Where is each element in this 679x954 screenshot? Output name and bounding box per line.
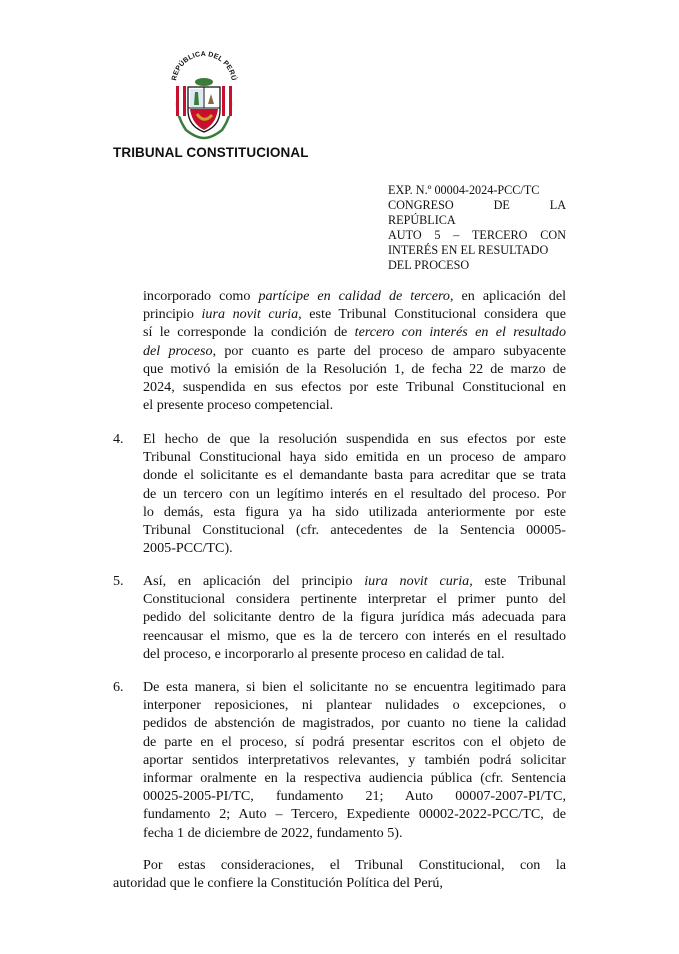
paragraph-5: Así, en aplicación del principio iura novit curia, este Tribunal Constitucional considera pertinente interpretar el primer punto del pedido del solicitante dentro de la figura jurídica más adecuada para reencausar el mismo, que es la de tercero con interés en el resultado del proceso, e incorporarlo al presente proceso en calidad de tal. [143,573,566,662]
case-party-line: CONGRESO DE LA [388,198,566,212]
coat-of-arms-icon [166,50,242,142]
institution-name: TRIBUNAL CONSTITUCIONAL [113,145,309,160]
national-seal [166,50,242,142]
paragraph-4-number: 4. [113,431,124,447]
case-party-line-2: REPÚBLICA [388,213,456,227]
paragraph-6: De esta manera, si bien el solicitante no se encuentra legitimado para interponer reposiciones, ni plantear nulidades o excepciones, o pedidos de abstención de magistrados, por cuanto no tiene la calidad de parte en el proceso, sí podrá presentar escritos con el objeto de aportar sentidos interpretativos relevantes, y también podrá solicitar informar oralmente en la respectiva audiencia pública (cfr. Sentencia 00025-2005-PI/TC, fundamento 21; Auto 00007-2007-PI/TC, fundamento 2; Auto – Tercero, Expediente 00002-2022-PCC/TC, de fecha 1 de diciembre de 2022, fundamento 5). [143,679,566,841]
svg-text:REPÚBLICA DEL PERÚ [171,51,239,81]
case-auto-line-2: INTERÉS EN EL RESULTADO [388,243,549,257]
case-auto-line-3: DEL PROCESO [388,258,470,272]
paragraph-5-number: 5. [113,573,124,589]
paragraph-3-continuation: incorporado como partícipe en calidad de tercero, en aplicación del principio iura novit curia, este Tribunal Constitucional considera que sí le corresponde la condición de tercero con interés en el resultado del proceso, por cuanto es parte del proceso de amparo subyacente que motivó la emisión de la Resolución 1, de fecha 22 de marzo de 2024, suspendida en sus efectos por este Tribunal Constitucional en el presente proceso competencial. [143,288,567,414]
seal-arc-text: REPÚBLICA DEL PERÚ [171,50,237,82]
closing-paragraph: Por estas consideraciones, el Tribunal Constitucional, con la autoridad que le confiere la Constitución Política del Perú, [113,857,566,892]
case-auto-line: AUTO 5 – TERCERO CON [388,228,567,242]
case-number: EXP. N.º 00004-2024-PCC/TC [388,183,540,197]
paragraph-6-number: 6. [113,679,124,695]
case-reference [388,183,566,273]
paragraph-4: El hecho de que la resolución suspendida en sus efectos por este Tribunal Constitucional haya sido emitida en un proceso de amparo donde el solicitante es el demandante basta para acreditar que se trata de un tercero con un legítimo interés en el resultado del proceso. Por lo demás, esta figura ya ha sido utilizada anteriormente por este Tribunal Constitucional (cfr. antecedentes de la Sentencia 00005- 2005-PCC/TC). [143,431,566,557]
